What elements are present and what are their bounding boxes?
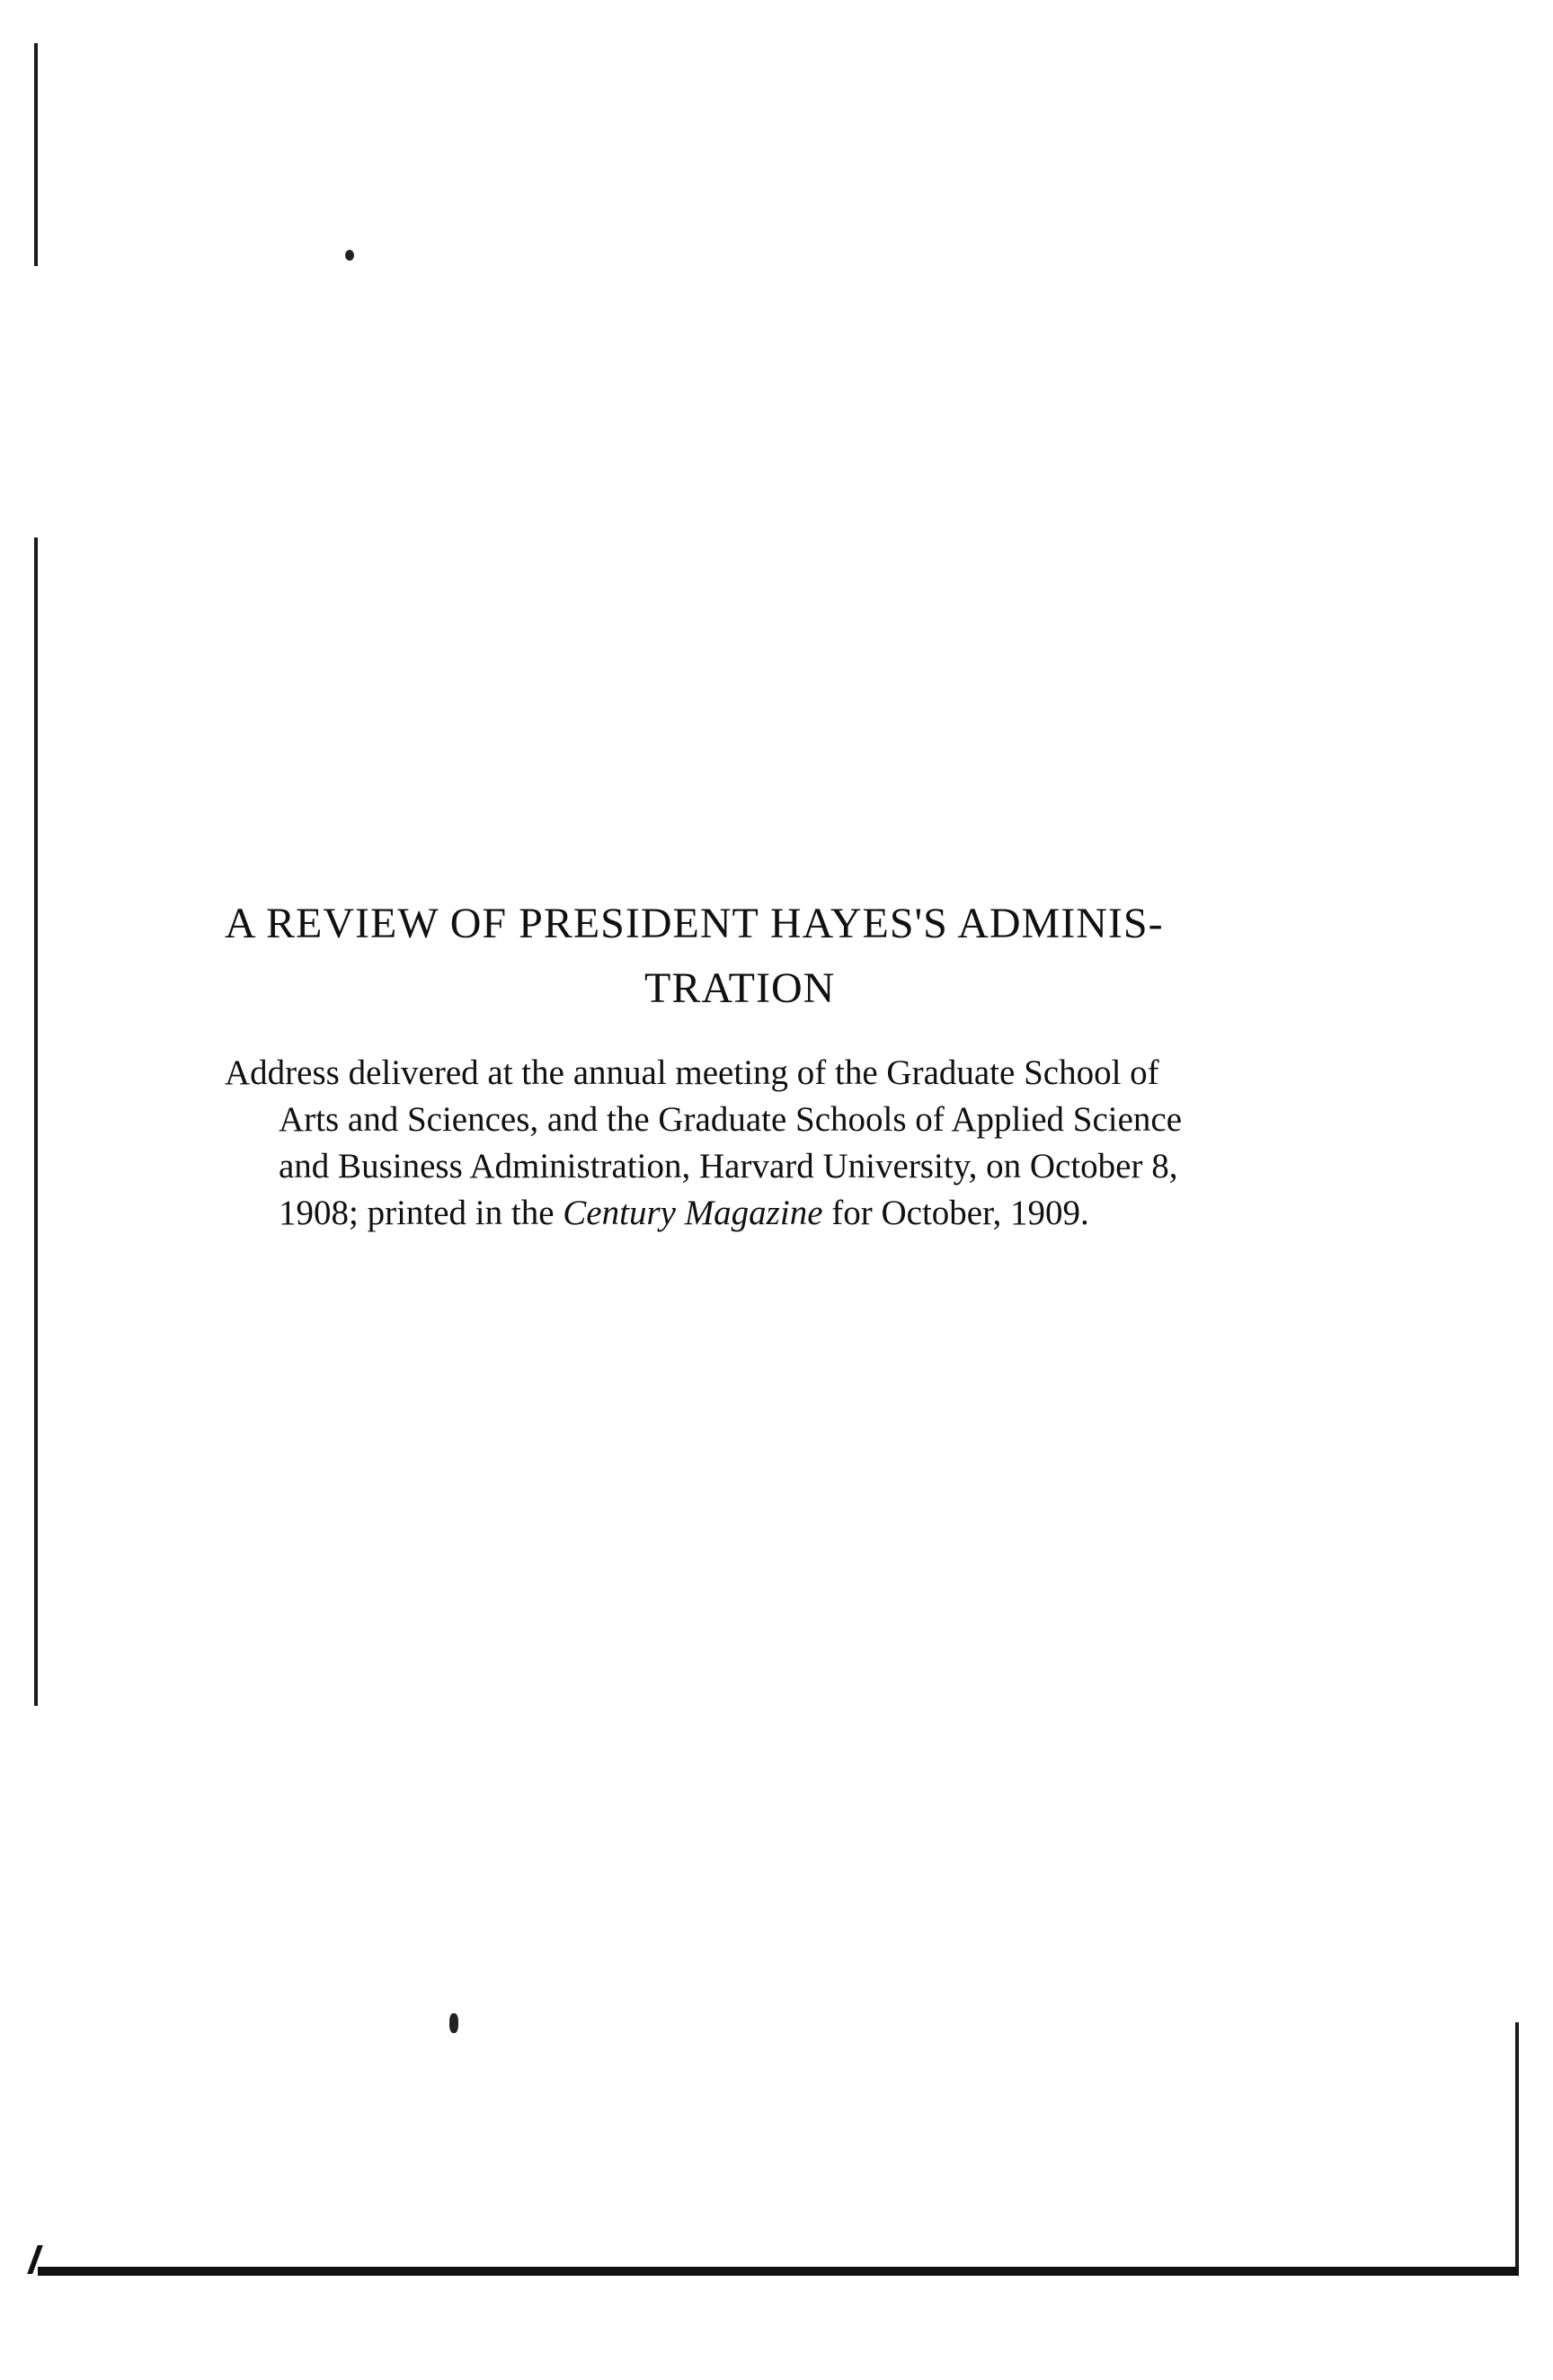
scan-edge-left-top xyxy=(34,43,38,266)
ink-speck-bottom xyxy=(449,2013,458,2033)
description-line-4-start: 1908; printed in the xyxy=(279,1194,564,1232)
scan-edge-right-bottom xyxy=(1515,2022,1519,2274)
scan-edge-left-middle xyxy=(34,537,38,1706)
description-line-4-end: for October, 1909. xyxy=(822,1194,1089,1232)
address-description xyxy=(225,1050,1303,1237)
page-title xyxy=(225,892,1303,1021)
magazine-title: Century Magazine xyxy=(563,1194,823,1232)
description-line-2: Arts and Sciences, and the Graduate Schools of Applied Science xyxy=(279,1100,1183,1139)
description-line-3: and Business Administration, Harvard University, on October 8, xyxy=(279,1147,1178,1186)
description-line-4 xyxy=(225,1190,1303,1237)
title-line-2: TRATION xyxy=(644,964,836,1012)
title-line-1: A REVIEW OF PRESIDENT HAYES'S ADMINIS- xyxy=(225,900,1164,947)
scan-edge-bottom xyxy=(38,2267,1519,2276)
description-line-1: Address delivered at the annual meeting of the Graduate School of xyxy=(225,1053,1159,1092)
ink-speck-top xyxy=(345,250,354,261)
